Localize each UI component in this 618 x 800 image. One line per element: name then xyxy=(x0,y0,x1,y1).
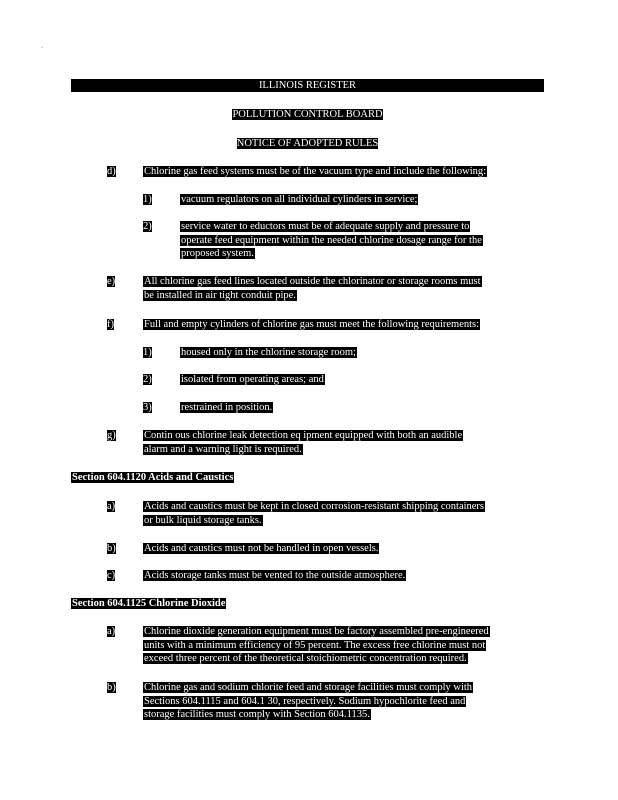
item-e-text: All chlorine gas feed lines located outside the chlorinator or storage rooms must be installed in air tight conduit pipe. xyxy=(144,276,481,301)
item-d2-label: 2) xyxy=(143,221,152,232)
sec1125-a-text: Chlorine dioxide generation equipment must be factory assembled pre-engineered units with a minimum efficiency of 95 percent. The excess free chlorine must not exceed three percent of the theoretical stoichiometric concentration required. xyxy=(144,626,489,664)
notice-title xyxy=(71,137,544,150)
section-1125-heading: Section 604.1125 Chlorine Dioxide xyxy=(72,598,226,609)
notice-title-text: NOTICE OF ADOPTED RULES xyxy=(236,138,379,149)
section-1120-heading: Section 604.1120 Acids and Caustics xyxy=(72,472,234,483)
item-f1-label: 1) xyxy=(143,347,152,358)
sec1120-b-label: b) xyxy=(107,543,116,554)
sec1120-c-label: c) xyxy=(107,570,116,581)
item-d1-text: vacuum regulators on all individual cylinders in service; xyxy=(181,194,418,205)
sec1120-a-label: a) xyxy=(107,501,116,512)
item-d1-label: 1) xyxy=(143,194,152,205)
item-d-text: Chlorine gas feed systems must be of the vacuum type and include the following: xyxy=(144,166,487,177)
item-f2-label: 2) xyxy=(143,374,152,385)
register-title: ILLINOIS REGISTER xyxy=(258,80,357,91)
sec1125-a-label: a) xyxy=(107,626,116,637)
sec1120-a-text: Acids and caustics must be kept in closed corrosion-resistant shipping containers or bulk liquid storage tanks. xyxy=(144,501,485,526)
item-d-label: d) xyxy=(107,166,116,177)
sec1125-b-label: b) xyxy=(107,682,116,693)
item-f1-text: housed only in the chlorine storage room; xyxy=(181,347,356,358)
board-title xyxy=(71,108,544,121)
item-g-text: Contin ous chlorine leak detection eq ipment equipped with both an audible alarm and a warning light is required. xyxy=(144,430,463,455)
sec1125-b-text: Chlorine gas and sodium chlorite feed and storage facilities must comply with Sections 604.1115 and 604.1 30, respectively. Sodium hypochlorite feed and storage facilities must comply with Section 604.1135. xyxy=(144,682,473,720)
item-g-label: g) xyxy=(107,430,116,441)
item-f2-text: isolated from operating areas; and xyxy=(181,374,324,385)
item-d2-text: service water to eductors must be of adequate supply and pressure to operate feed equipment within the needed chlorine dosage range for the proposed system. xyxy=(181,221,482,259)
sec1120-c-text: Acids storage tanks must be vented to the outside atmosphere. xyxy=(144,570,406,581)
item-f3-text: restrained in position. xyxy=(181,402,273,413)
sec1120-b-text: Acids and caustics must not be handled in open vessels. xyxy=(144,543,379,554)
item-f-text: Full and empty cylinders of chlorine gas must meet the following requirements: xyxy=(144,319,480,330)
scan-speck xyxy=(41,46,43,48)
item-f-label: f) xyxy=(107,319,114,330)
board-title-text: POLLUTION CONTROL BOARD xyxy=(232,109,383,120)
item-e-label: e) xyxy=(107,276,116,287)
item-f3-label: 3) xyxy=(143,402,152,413)
